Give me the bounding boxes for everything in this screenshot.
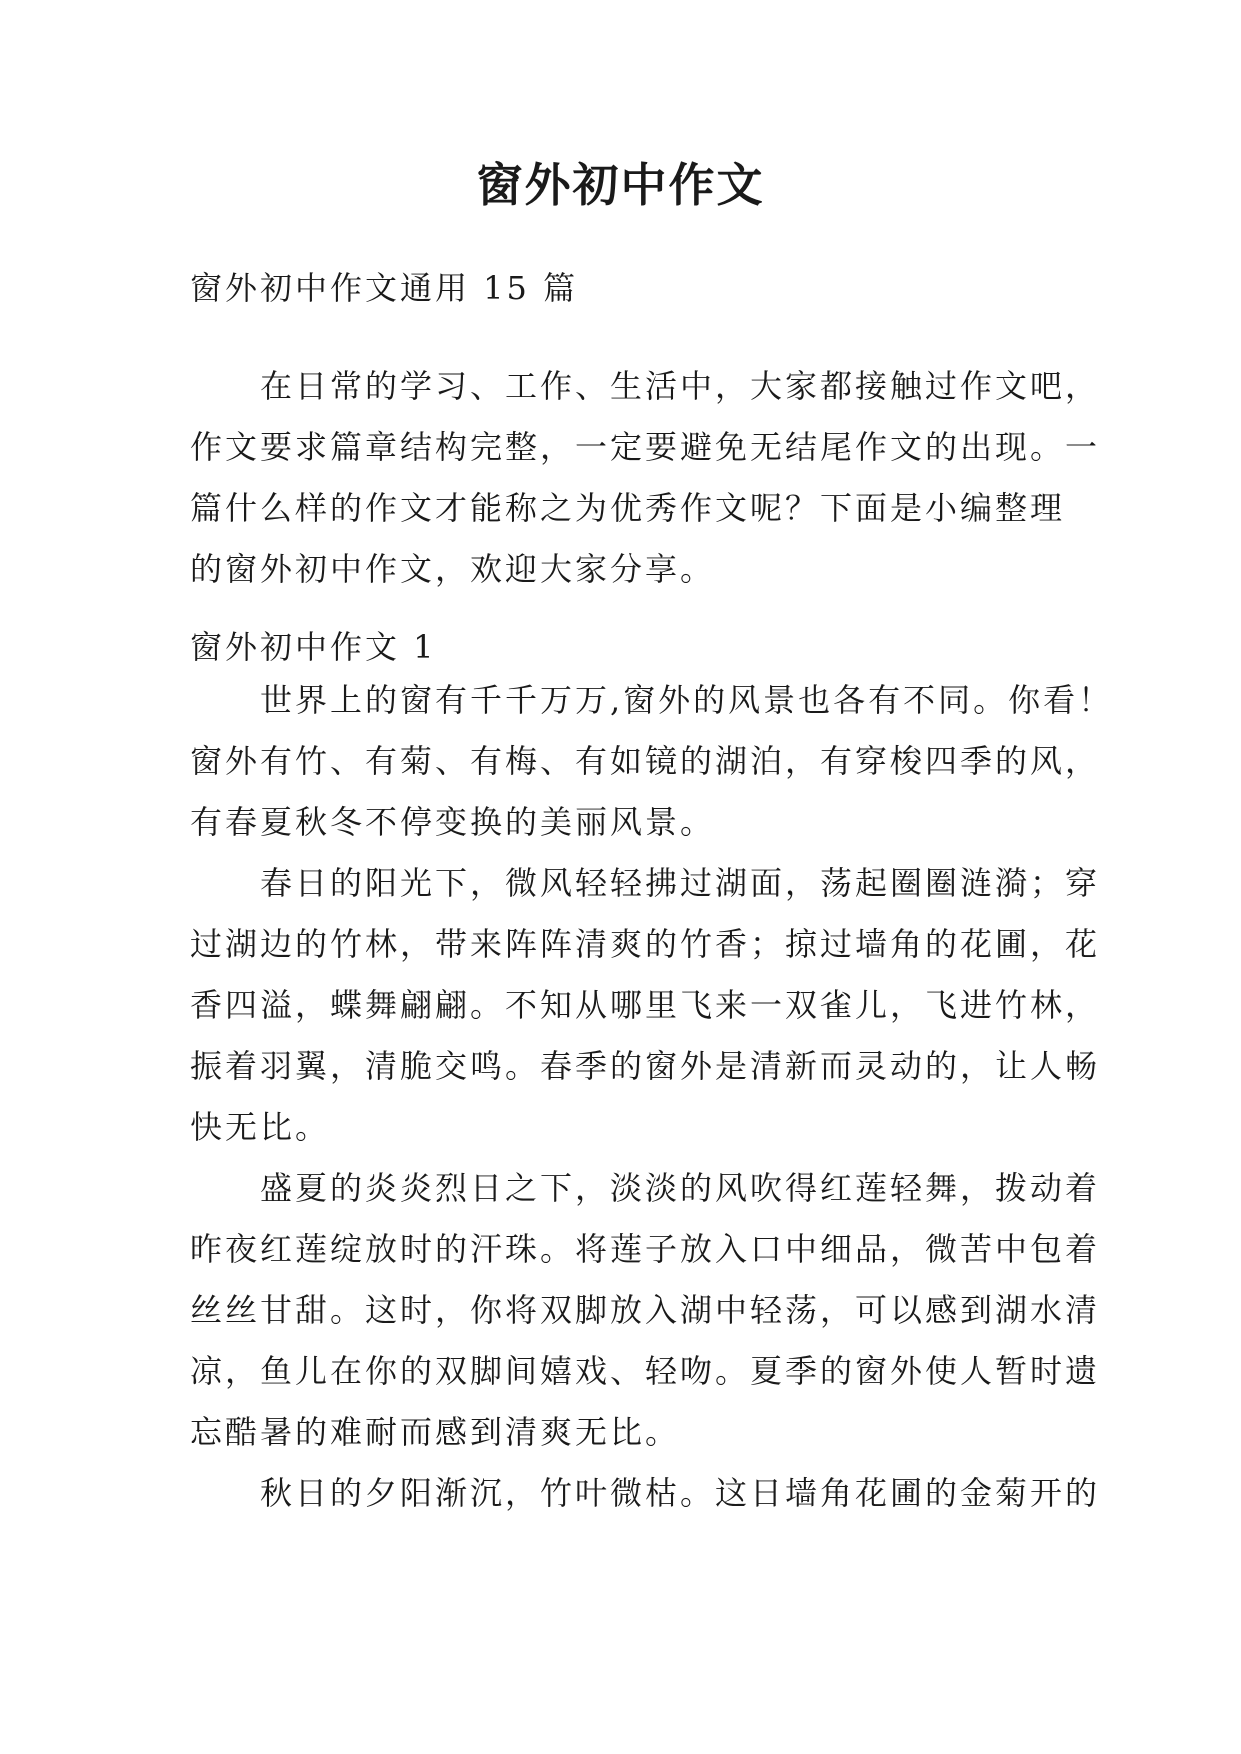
- body-line: 春日的阳光下，微风轻轻拂过湖面，荡起圈圈涟漪；穿: [260, 864, 1101, 902]
- body-paragraph-4: [190, 1463, 1101, 1524]
- body-paragraph-2: [190, 853, 1101, 1158]
- intro-line: 篇什么样的作文才能称之为优秀作文呢？下面是小编整理: [190, 489, 1066, 527]
- body-line: 凉，鱼儿在你的双脚间嬉戏、轻吻。夏季的窗外使人暂时遗: [190, 1352, 1101, 1390]
- body-line: 快无比。: [190, 1108, 331, 1146]
- body-line: 香四溢，蝶舞翩翩。不知从哪里飞来一双雀儿，飞进竹林，: [190, 986, 1101, 1024]
- document-subtitle: 窗外初中作文通用 15 篇: [190, 269, 579, 307]
- body-line: 世界上的窗有千千万万,窗外的风景也各有不同。你看！: [260, 681, 1114, 719]
- intro-paragraph: [190, 356, 1101, 600]
- body-line: 振着羽翼，清脆交鸣。春季的窗外是清新而灵动的，让人畅: [190, 1047, 1101, 1085]
- body-text: [190, 670, 1114, 1524]
- body-paragraph-1: [190, 670, 1114, 853]
- intro-line: 作文要求篇章结构完整，一定要避免无结尾作文的出现。一: [190, 428, 1101, 466]
- body-line: 忘酷暑的难耐而感到清爽无比。: [190, 1413, 681, 1451]
- section-heading: 窗外初中作文 1: [190, 628, 437, 666]
- document-subtitle-block: [190, 258, 1070, 319]
- document-title: 窗外初中作文: [476, 158, 765, 212]
- body-line: 窗外有竹、有菊、有梅、有如镜的湖泊，有穿梭四季的风，: [190, 742, 1101, 780]
- body-paragraph-3: [190, 1158, 1101, 1463]
- body-line: 昨夜红莲绽放时的汗珠。将莲子放入口中细品，微苦中包着: [190, 1230, 1101, 1268]
- body-line: 有春夏秋冬不停变换的美丽风景。: [190, 803, 716, 841]
- intro-line: 的窗外初中作文，欢迎大家分享。: [190, 550, 716, 588]
- body-line: 丝丝甘甜。这时，你将双脚放入湖中轻荡，可以感到湖水清: [190, 1291, 1101, 1329]
- body-line: 盛夏的炎炎烈日之下，淡淡的风吹得红莲轻舞，拨动着: [260, 1169, 1101, 1207]
- body-line: 秋日的夕阳渐沉，竹叶微枯。这日墙角花圃的金菊开的: [260, 1474, 1101, 1512]
- intro-line: 在日常的学习、工作、生活中，大家都接触过作文吧，: [260, 367, 1101, 405]
- body-line: 过湖边的竹林，带来阵阵清爽的竹香；掠过墙角的花圃，花: [190, 925, 1101, 963]
- section-heading-block: [190, 617, 1070, 678]
